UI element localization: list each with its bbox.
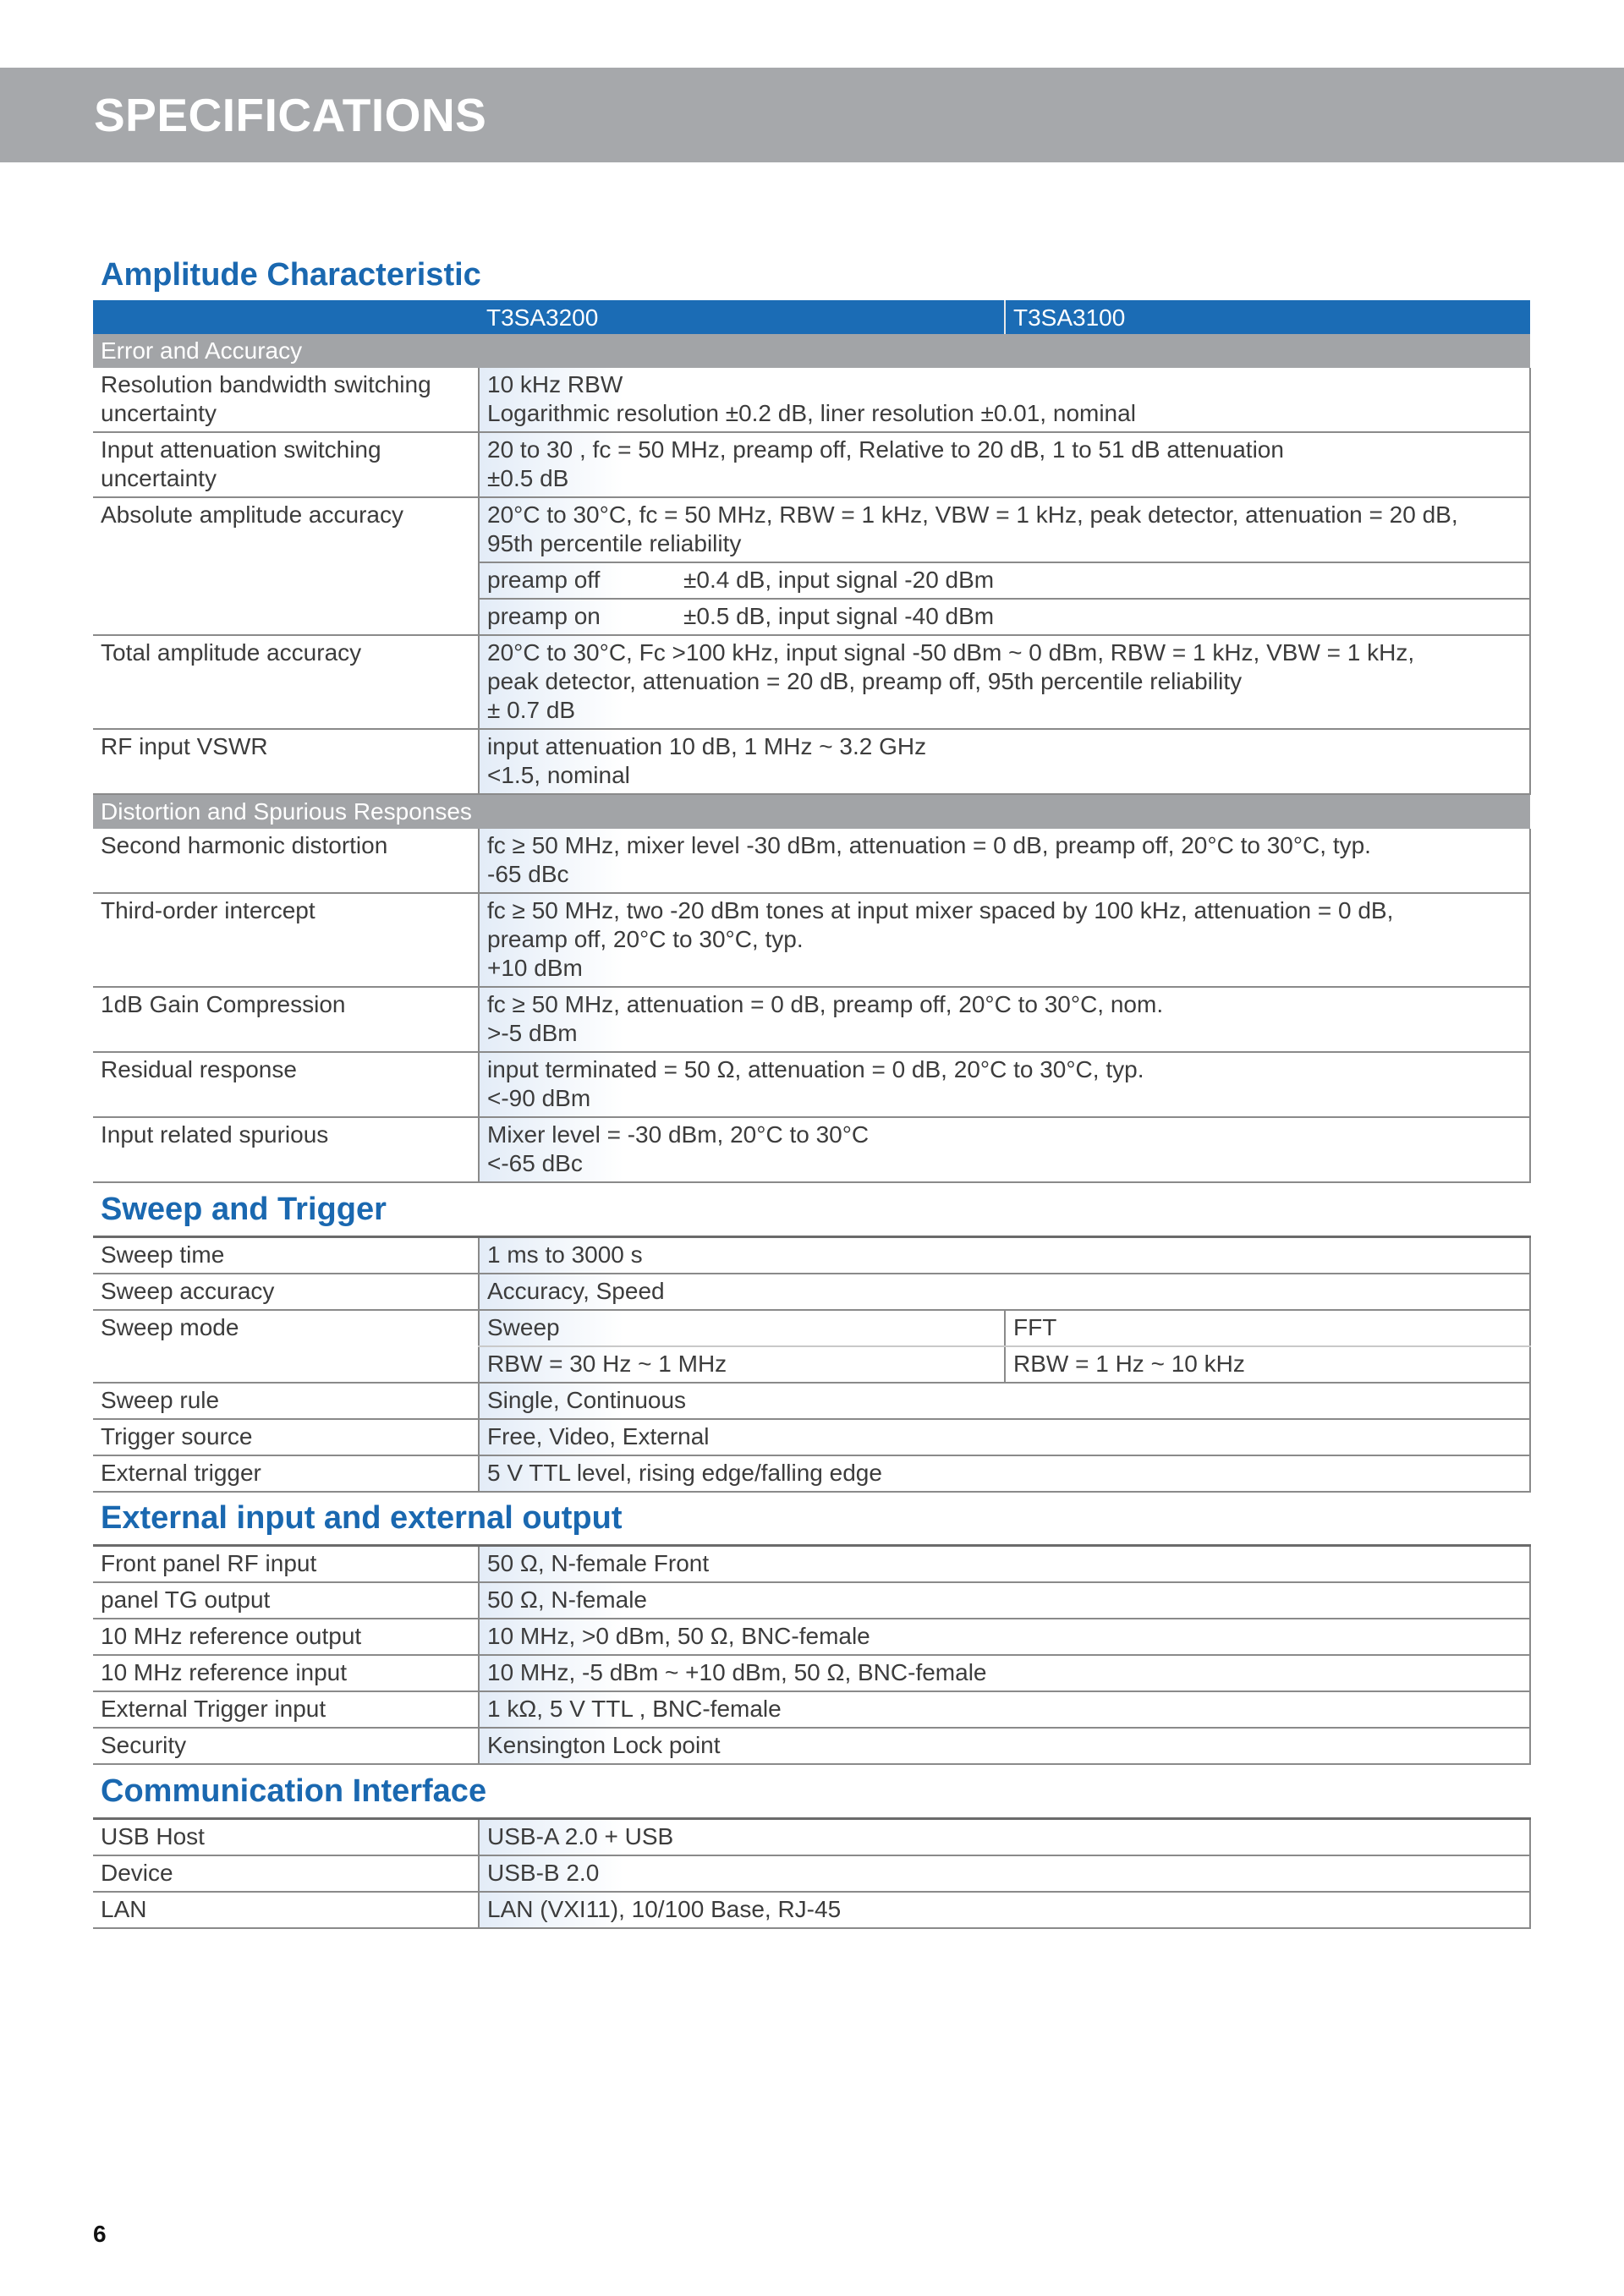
spec-label: 1dB Gain Compression [93, 987, 479, 1052]
table-row [93, 1691, 1530, 1728]
spec-value-line: >-5 dBm [487, 1020, 578, 1046]
spec-label: Input attenuation switching uncertainty [93, 432, 479, 497]
spec-label: Security [93, 1728, 479, 1764]
spec-value [479, 829, 1530, 893]
table-row [93, 1383, 1530, 1419]
spec-value [479, 1052, 1530, 1117]
spec-label: Sweep time [93, 1237, 479, 1274]
spec-label: panel TG output [93, 1582, 479, 1619]
spec-value-line: preamp off, 20°C to 30°C, typ. [487, 926, 804, 952]
condition-label: preamp off [487, 567, 601, 593]
table-row [93, 1419, 1530, 1455]
spec-label: USB Host [93, 1819, 479, 1856]
spec-value [479, 635, 1530, 729]
spec-label: Third-order intercept [93, 893, 479, 987]
table-row [93, 1892, 1530, 1928]
table-row [93, 368, 1530, 432]
spec-value-line: <-65 dBc [487, 1150, 583, 1176]
spec-value-line: +10 dBm [487, 955, 583, 981]
spec-value-line: -65 dBc [487, 861, 569, 887]
spec-value: USB-B 2.0 [479, 1855, 1530, 1892]
sweep-table [93, 1236, 1531, 1493]
spec-value: 50 Ω, N-female [479, 1582, 1530, 1619]
spec-label: External trigger [93, 1455, 479, 1492]
spec-value-line: 10 kHz RBW [487, 371, 623, 397]
spec-value-line: ±0.5 dB [487, 465, 569, 491]
page-number: 6 [93, 2221, 107, 2247]
spec-value-line: Logarithmic resolution ±0.2 dB, liner resolution ±0.01, nominal [487, 400, 1136, 426]
spec-value-line: 95th percentile reliability [487, 530, 742, 556]
group-distortion-spurious: Distortion and Spurious Responses [93, 794, 1530, 829]
spec-label: External Trigger input [93, 1691, 479, 1728]
spec-value [479, 368, 1530, 432]
spec-value: Accuracy, Speed [479, 1274, 1530, 1310]
spec-value: FFT [1005, 1310, 1530, 1346]
spec-value-line: <1.5, nominal [487, 762, 630, 788]
table-row [93, 1855, 1530, 1892]
model-header-row [93, 300, 1530, 334]
group-header-row [93, 334, 1530, 368]
spec-value-line: fc ≥ 50 MHz, two -20 dBm tones at input mixer spaced by 100 kHz, attenuation = 0 dB, [487, 897, 1394, 923]
spec-label: Device [93, 1855, 479, 1892]
spec-value [479, 987, 1530, 1052]
group-header-row [93, 794, 1530, 829]
page-title: SPECIFICATIONS [94, 89, 487, 141]
condition-value: ±0.5 dB, input signal -40 dBm [683, 603, 995, 629]
spec-label: Trigger source [93, 1419, 479, 1455]
spec-label: Sweep accuracy [93, 1274, 479, 1310]
spec-value [479, 1117, 1530, 1182]
table-row [93, 829, 1530, 893]
section-title-amplitude: Amplitude Characteristic [101, 257, 481, 293]
section-title-io: External input and external output [101, 1500, 623, 1536]
group-error-accuracy: Error and Accuracy [93, 334, 1530, 368]
spec-value-line: 20°C to 30°C, fc = 50 MHz, RBW = 1 kHz, VBW = 1 kHz, peak detector, attenuation = 20 dB, [487, 501, 1458, 528]
spec-label: Front panel RF input [93, 1546, 479, 1583]
spec-label: 10 MHz reference input [93, 1655, 479, 1691]
spec-value: 5 V TTL level, rising edge/falling edge [479, 1455, 1530, 1492]
table-row [93, 1455, 1530, 1492]
spec-value-line: 20°C to 30°C, Fc >100 kHz, input signal -50 dBm ~ 0 dBm, RBW = 1 kHz, VBW = 1 kHz, [487, 639, 1415, 666]
spec-value: RBW = 30 Hz ~ 1 MHz [479, 1346, 1005, 1383]
table-row [93, 1310, 1530, 1346]
spec-value-line: <-90 dBm [487, 1085, 591, 1111]
io-table [93, 1544, 1531, 1765]
table-row [93, 1274, 1530, 1310]
spec-label: 10 MHz reference output [93, 1619, 479, 1655]
spec-value: 50 Ω, N-female Front [479, 1546, 1530, 1583]
spec-label: RF input VSWR [93, 729, 479, 794]
header-banner [0, 68, 1624, 162]
spec-value [479, 893, 1530, 987]
table-row [93, 893, 1530, 987]
spec-value [479, 729, 1530, 794]
spec-value: Kensington Lock point [479, 1728, 1530, 1764]
spec-value [479, 497, 1530, 562]
spec-label: Sweep rule [93, 1383, 479, 1419]
spec-value-line: ± 0.7 dB [487, 697, 576, 723]
table-row [93, 1619, 1530, 1655]
spec-label: Total amplitude accuracy [93, 635, 479, 729]
amplitude-table [93, 300, 1531, 1183]
comm-table [93, 1817, 1531, 1929]
table-row [93, 635, 1530, 729]
table-row [93, 729, 1530, 794]
spec-value: Sweep [479, 1310, 1005, 1346]
spec-value-line: input terminated = 50 Ω, attenuation = 0 dB, 20°C to 30°C, typ. [487, 1056, 1144, 1082]
section-title-comm: Communication Interface [101, 1773, 487, 1809]
spec-label: Resolution bandwidth switching uncertainty [93, 368, 479, 432]
spec-value-line: peak detector, attenuation = 20 dB, preamp off, 95th percentile reliability [487, 668, 1243, 694]
table-row [93, 1117, 1530, 1182]
table-row [93, 1582, 1530, 1619]
table-row [93, 497, 1530, 562]
spec-value: USB-A 2.0 + USB [479, 1819, 1530, 1856]
condition-label: preamp on [487, 603, 601, 629]
spec-value: 10 MHz, -5 dBm ~ +10 dBm, 50 Ω, BNC-female [479, 1655, 1530, 1691]
section-title-sweep: Sweep and Trigger [101, 1192, 387, 1227]
spec-value: Free, Video, External [479, 1419, 1530, 1455]
spec-value-line: Mixer level = -30 dBm, 20°C to 30°C [487, 1121, 870, 1148]
spec-value-line: fc ≥ 50 MHz, mixer level -30 dBm, attenuation = 0 dB, preamp off, 20°C to 30°C, typ. [487, 832, 1371, 858]
condition-value: ±0.4 dB, input signal -20 dBm [683, 567, 995, 593]
spec-label: Residual response [93, 1052, 479, 1117]
table-row [93, 432, 1530, 497]
spec-label: Second harmonic distortion [93, 829, 479, 893]
table-row [93, 1655, 1530, 1691]
table-row [93, 1728, 1530, 1764]
spec-value [479, 432, 1530, 497]
spec-label: Absolute amplitude accuracy [93, 497, 479, 635]
spec-value-line: 20 to 30 , fc = 50 MHz, preamp off, Relative to 20 dB, 1 to 51 dB attenuation [487, 436, 1284, 463]
spec-value [479, 562, 1530, 599]
table-row [93, 1819, 1530, 1856]
table-row [93, 987, 1530, 1052]
table-row [93, 1546, 1530, 1583]
table-row [93, 1237, 1530, 1274]
spec-label: Sweep mode [93, 1310, 479, 1383]
spec-label: Input related spurious [93, 1117, 479, 1182]
spec-value: 1 ms to 3000 s [479, 1237, 1530, 1274]
spec-label: LAN [93, 1892, 479, 1928]
table-row [93, 1052, 1530, 1117]
spec-value-line: fc ≥ 50 MHz, attenuation = 0 dB, preamp off, 20°C to 30°C, nom. [487, 991, 1164, 1017]
spec-value: LAN (VXI11), 10/100 Base, RJ-45 [479, 1892, 1530, 1928]
spec-value: Single, Continuous [479, 1383, 1530, 1419]
model-t3sa3100: T3SA3100 [1005, 300, 1530, 334]
model-t3sa3200: T3SA3200 [479, 300, 1005, 334]
spec-value [479, 599, 1530, 635]
header-blank [93, 300, 479, 334]
spec-value: RBW = 1 Hz ~ 10 kHz [1005, 1346, 1530, 1383]
spec-value-line: input attenuation 10 dB, 1 MHz ~ 3.2 GHz [487, 733, 927, 759]
spec-value: 1 kΩ, 5 V TTL , BNC-female [479, 1691, 1530, 1728]
spec-value: 10 MHz, >0 dBm, 50 Ω, BNC-female [479, 1619, 1530, 1655]
